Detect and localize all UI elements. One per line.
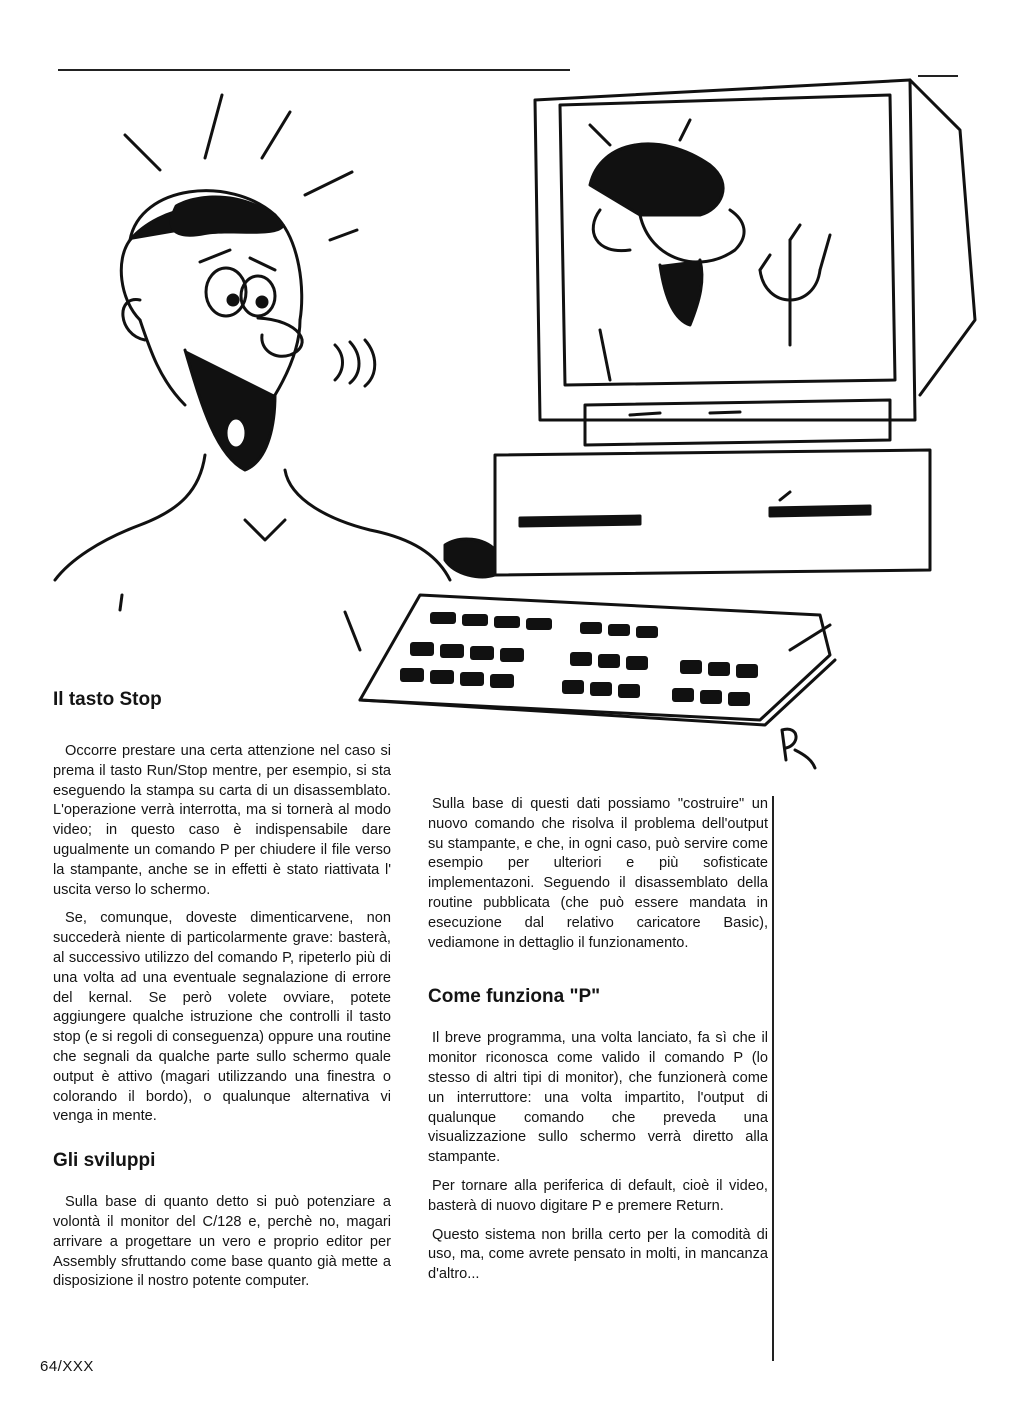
paragraph: Per tornare alla periferica di default, cioè il video, basterà di nuovo digitare P e premere Return. xyxy=(428,1177,768,1214)
paragraph: Il breve programma, una volta lanciato, fa sì che il monitor riconosca come valido il comando P (lo stesso di altri tipi di monitor), che funzionerà come un interruttore: una volta impartito, l'output di qualunque comando che preveda una visualizzazione sullo schermo verrà diretto alla stampante. xyxy=(428,1030,768,1166)
page-number: 64/XXX xyxy=(40,1358,94,1375)
right-column xyxy=(428,795,768,1294)
paragraph: Sulla base di quanto detto si può potenziare a volontà il monitor del C/128 e, perchè no, magari arrivare a progettare un vero e proprio editor per Assembly sfruttando come base quanto già mette a disposizione il nostro potente computer. xyxy=(53,1194,391,1290)
section-heading-tasto-stop: Il tasto Stop xyxy=(53,689,162,710)
paragraph: Occorre prestare una certa attenzione nel caso si prema il tasto Run/Stop mentre, per esempio, si sta eseguendo la stampa su carta di un disassemblato. L'operazione verrà interrotta, ma si tornerà al modo video; in questo caso è indispensabile dare ugualmente un comando P per chiudere il file verso la stampante, anche se in effetti è stato riattivata l' uscita verso lo schermo. xyxy=(53,743,391,898)
paragraph: Se, comunque, doveste dimenticarvene, non succederà niente di particolarmente grave: basterà, al successivo utilizzo del comando P, ripeterlo più di una volta ad una eventuale segnalazione di errore del kernal. Se però volete ovviare, potete aggiungere qualche istruzione che controlli il tasto stop (e si regoli di conseguenza) oppure una routine che segnali da qualche parte sullo schermo quale output è attivo (magari utilizzando una finestra o colorando il bordo), o qualunque alternativa vi venga in mente. xyxy=(53,910,391,1125)
left-column xyxy=(53,688,391,1301)
paragraph: Sulla base di questi dati possiamo "costruire" un nuovo comando che risolva il problema dell'output su stampante, e che, in ogni caso, può servire come esempio per ulteriori e più sofisticate implementazoni. Seguendo il disassemblato della routine pubblicata (che può essere mandata in esecuzione dal relativo caricatore Basic), vediamone in dettaglio il funzionamento. xyxy=(428,796,768,951)
cartoon-illustration-icon xyxy=(0,60,1024,780)
section-heading-come-funziona: Come funziona "P" xyxy=(428,986,601,1008)
paragraph: Questo sistema non brilla certo per la comodità di uso, ma, come avrete pensato in molti, in mancanza d'altro... xyxy=(428,1226,768,1283)
column-rule xyxy=(772,796,774,1361)
section-heading-gli-sviluppi: Gli sviluppi xyxy=(53,1150,156,1172)
